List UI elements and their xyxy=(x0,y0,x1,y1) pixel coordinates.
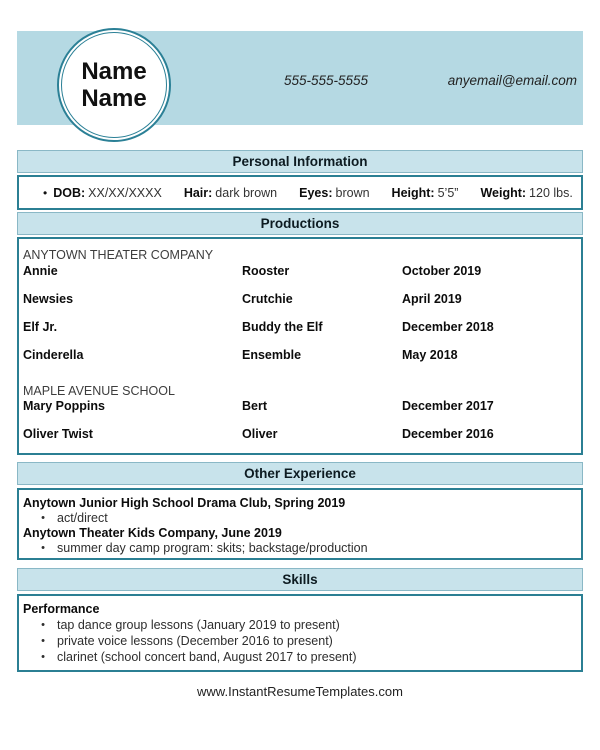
role: Bert xyxy=(242,399,268,413)
production-date: December 2017 xyxy=(402,399,494,413)
bullet-text: summer day camp program: skits; backstage/production xyxy=(57,541,368,555)
section-title: Skills xyxy=(282,572,318,587)
footer-website-url: www.InstantResumeTemplates.com xyxy=(197,684,403,699)
experience-bullet xyxy=(19,511,581,526)
field-label: Weight: xyxy=(480,185,527,200)
section-header-other-experience xyxy=(17,462,583,485)
field-label: Hair: xyxy=(183,185,213,200)
role: Buddy the Elf xyxy=(242,320,323,334)
bullet-icon: • xyxy=(41,619,45,631)
production-row xyxy=(19,264,581,278)
show-title: Oliver Twist xyxy=(23,427,93,441)
skills-body xyxy=(17,594,583,672)
experience-bullet xyxy=(19,541,581,556)
field-value: XX/XX/XXXX xyxy=(88,185,162,200)
field-value: 5’5” xyxy=(437,185,459,200)
bullet-icon: • xyxy=(41,512,45,524)
production-date: April 2019 xyxy=(402,292,462,306)
skill-bullet xyxy=(19,617,581,633)
phone-number: 555-555-5555 xyxy=(283,73,369,88)
bullet-icon: • xyxy=(41,651,45,663)
field-label: Height: xyxy=(391,185,435,200)
personal-information-body xyxy=(17,175,583,210)
production-row xyxy=(19,427,581,441)
field-label: Eyes: xyxy=(299,185,333,200)
bullet-text: private voice lessons (December 2016 to present) xyxy=(57,634,333,648)
show-title: Elf Jr. xyxy=(23,320,58,334)
production-company: ANYTOWN THEATER COMPANY xyxy=(23,248,214,262)
field-eyes xyxy=(299,186,369,200)
circle-inner-ring-decoration xyxy=(61,32,167,138)
field-value: brown xyxy=(335,185,370,200)
name-monogram-circle xyxy=(57,28,171,142)
skills-category-heading: Performance xyxy=(23,602,100,616)
show-title: Newsies xyxy=(23,292,74,306)
experience-heading: Anytown Theater Kids Company, June 2019 xyxy=(23,526,282,540)
other-experience-body xyxy=(17,488,583,560)
field-value: 120 lbs. xyxy=(529,185,573,200)
bullet-text: act/direct xyxy=(57,511,108,525)
field-weight xyxy=(480,186,572,200)
productions-body xyxy=(17,237,583,455)
show-title: Mary Poppins xyxy=(23,399,105,413)
production-row xyxy=(19,399,581,413)
production-row xyxy=(19,348,581,362)
skill-bullet xyxy=(19,649,581,665)
production-row xyxy=(19,292,581,306)
field-value: dark brown xyxy=(215,185,278,200)
role: Ensemble xyxy=(242,348,302,362)
header-band xyxy=(17,31,583,125)
production-row xyxy=(19,320,581,334)
skill-bullet xyxy=(19,633,581,649)
bullet-text: tap dance group lessons (January 2019 to present) xyxy=(57,618,340,632)
field-label: DOB: xyxy=(53,185,86,200)
section-title: Personal Information xyxy=(232,154,368,169)
section-header-productions xyxy=(17,212,583,235)
show-title: Annie xyxy=(23,264,58,278)
field-height xyxy=(392,186,459,200)
section-header-personal-information xyxy=(17,150,583,173)
name-line-2: Name xyxy=(81,85,147,112)
role: Crutchie xyxy=(242,292,293,306)
experience-heading: Anytown Junior High School Drama Club, Spring 2019 xyxy=(23,496,346,510)
production-company: MAPLE AVENUE SCHOOL xyxy=(23,384,175,398)
production-date: May 2018 xyxy=(402,348,458,362)
production-date: October 2019 xyxy=(402,264,482,278)
role: Oliver xyxy=(242,427,278,441)
field-dob xyxy=(53,186,162,200)
resume-page xyxy=(17,31,583,672)
show-title: Cinderella xyxy=(23,348,84,362)
production-date: December 2016 xyxy=(402,427,494,441)
section-title: Other Experience xyxy=(244,466,356,481)
field-hair xyxy=(184,186,277,200)
production-date: December 2018 xyxy=(402,320,494,334)
section-title: Productions xyxy=(260,216,340,231)
name-line-1: Name xyxy=(81,58,147,85)
bullet-text: clarinet (school concert band, August 2017 to present) xyxy=(57,650,357,664)
bullet-icon: • xyxy=(43,185,48,200)
bullet-icon: • xyxy=(41,635,45,647)
role: Rooster xyxy=(242,264,290,278)
email-address: anyemail@email.com xyxy=(447,73,577,88)
bullet-icon: • xyxy=(41,542,45,554)
section-header-skills xyxy=(17,568,583,591)
